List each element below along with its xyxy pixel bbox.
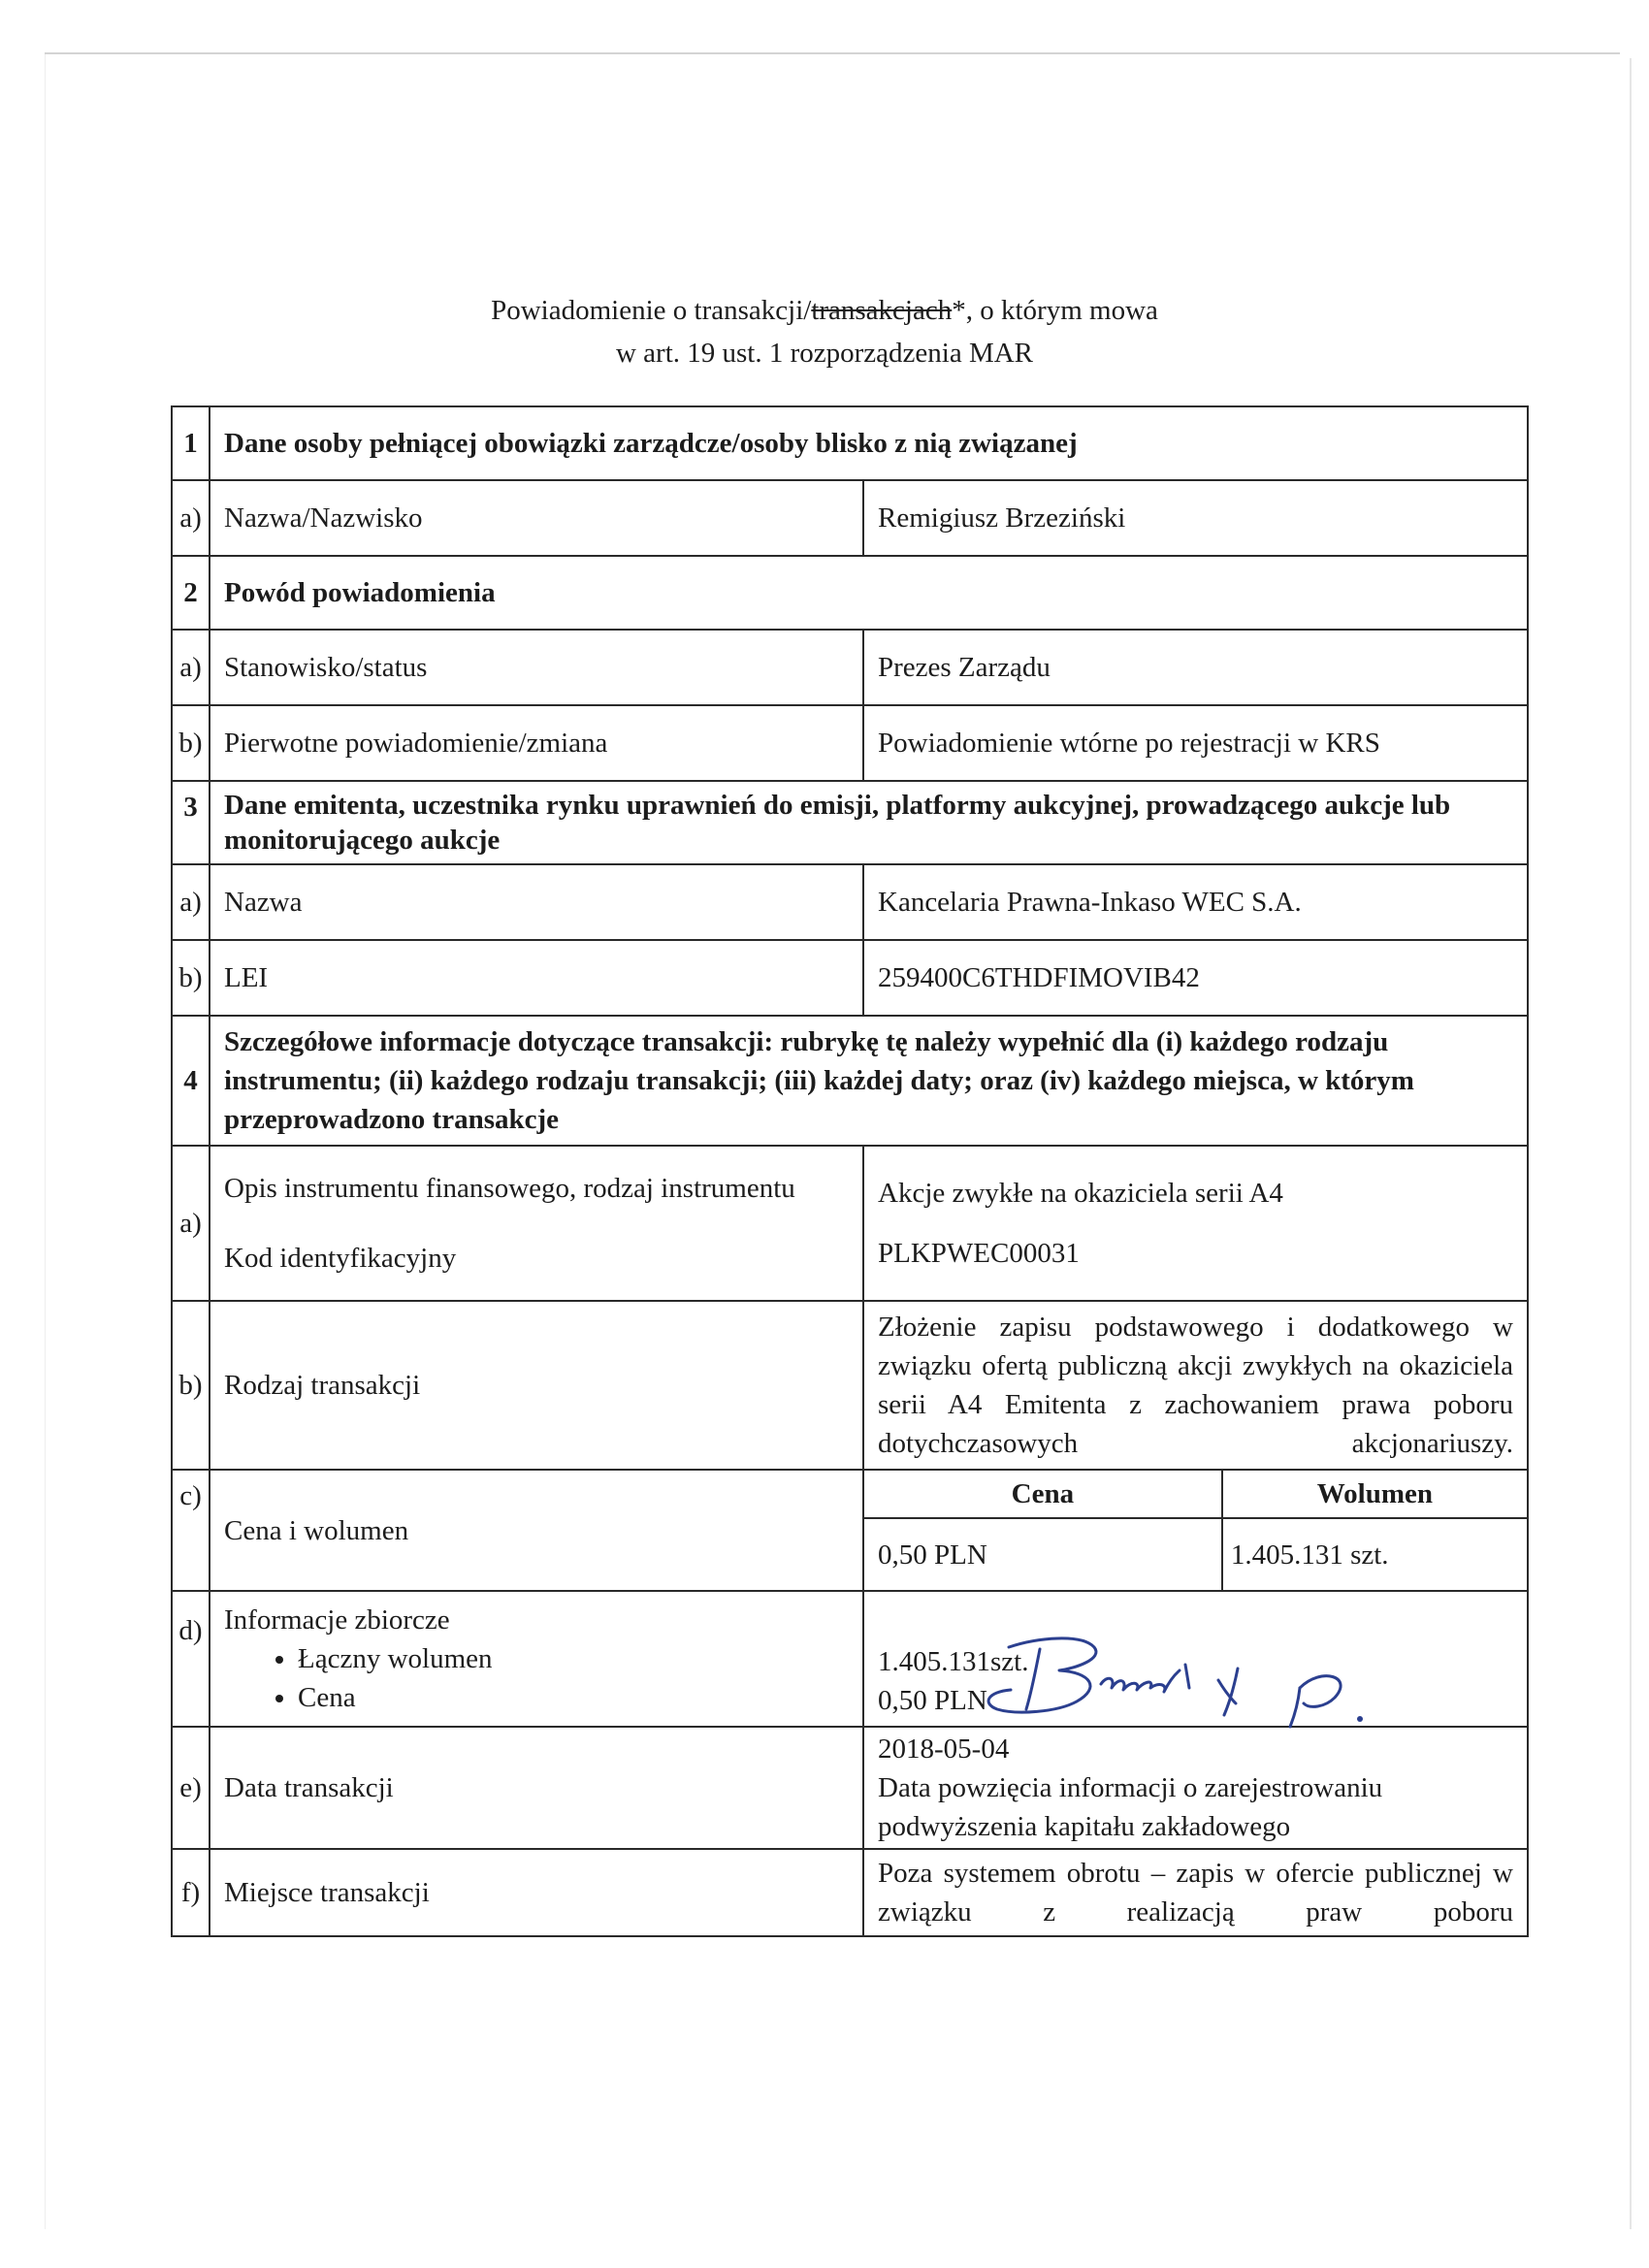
- code-value: PLKPWEC00031: [878, 1238, 1080, 1269]
- row-label: [210, 1146, 863, 1301]
- row-letter: b): [172, 940, 210, 1016]
- row-value: [863, 1146, 1528, 1301]
- row-value: 259400C6THDFIMOVIB42: [863, 940, 1528, 1016]
- price-header: Cena: [864, 1471, 1222, 1518]
- row-label: Miejsce transakcji: [210, 1849, 863, 1936]
- row-label: LEI: [210, 940, 863, 1016]
- section-2-header: [172, 556, 1528, 630]
- price-volume-row: [864, 1518, 1527, 1590]
- price-volume-cell: [863, 1470, 1528, 1591]
- section-4-header: [172, 1016, 1528, 1146]
- table-row: [172, 630, 1528, 705]
- table-row: [172, 1849, 1528, 1936]
- row-letter: b): [172, 705, 210, 781]
- section-number: 3: [172, 781, 210, 864]
- row-value: [863, 1727, 1528, 1849]
- row-value: Prezes Zarządu: [863, 630, 1528, 705]
- row-letter: d): [172, 1591, 210, 1727]
- section-heading: Dane emitenta, uczestnika rynku uprawnień do emisji, platformy aukcyjnej, prowadzącego aukcje lub monitorującego aukcje: [210, 781, 1528, 864]
- date-note: Data powzięcia informacji o zarejestrowaniu podwyższenia kapitału zakładowego: [878, 1772, 1383, 1842]
- struck-word: transakcjach: [811, 295, 953, 326]
- row-value: Poza systemem obrotu – zapis w ofercie publicznej w związku z realizacją praw poboru: [863, 1849, 1528, 1936]
- row-letter: a): [172, 630, 210, 705]
- handwritten-signature: [970, 1620, 1397, 1736]
- row-label: Stanowisko/status: [210, 630, 863, 705]
- volume-value: 1.405.131 szt.: [1230, 1539, 1389, 1571]
- transaction-date: 2018-05-04: [878, 1733, 1010, 1765]
- row-letter: b): [172, 1301, 210, 1470]
- row-label: Nazwa: [210, 864, 863, 940]
- bullet-item: • Łączny wolumen: [298, 1639, 849, 1678]
- row-label: Rodzaj transakcji: [210, 1301, 863, 1470]
- code-label: Kod identyfikacyjny: [224, 1243, 457, 1274]
- row-letter: f): [172, 1849, 210, 1936]
- instrument-value: Akcje zwykłe na okaziciela serii A4: [878, 1178, 1283, 1209]
- row-letter: a): [172, 1146, 210, 1301]
- row-value: Powiadomienie wtórne po rejestracji w KRS: [863, 705, 1528, 781]
- row-label: Cena i wolumen: [210, 1470, 863, 1591]
- table-row: [172, 1146, 1528, 1301]
- section-heading: Szczegółowe informacje dotyczące transakcji: rubrykę tę należy wypełnić dla (i) każdego rodzaju instrumentu; (ii) każdego rodzaju transakcji; (iii) każdej daty; oraz (iv) każdego miejsca, w którym przeprowadzono transakcje: [210, 1016, 1528, 1146]
- document-title: [0, 289, 1649, 374]
- row-label: [210, 1591, 863, 1727]
- volume-header: Wolumen: [1222, 1471, 1527, 1518]
- summary-bullets: [224, 1639, 849, 1717]
- title-line-2: w art. 19 ust. 1 rozporządzenia MAR: [615, 338, 1034, 369]
- row-value: Remigiusz Brzeziński: [863, 480, 1528, 556]
- price-volume-header: [864, 1471, 1527, 1518]
- scan-edge: [45, 54, 46, 2229]
- table-row: [172, 705, 1528, 781]
- row-letter: c): [172, 1470, 210, 1591]
- price-value: 0,50 PLN: [864, 1518, 1222, 1590]
- summary-price: 0,50 PLN: [878, 1685, 987, 1716]
- section-3-header: [172, 781, 1528, 864]
- row-letter: a): [172, 480, 210, 556]
- table-row: [172, 864, 1528, 940]
- section-heading: Powód powiadomienia: [210, 556, 1528, 630]
- section-1-header: [172, 406, 1528, 480]
- scan-edge: [45, 52, 1620, 54]
- bullet-item: • Cena: [298, 1678, 849, 1717]
- row-label: Nazwa/Nazwisko: [210, 480, 863, 556]
- row-value: Złożenie zapisu podstawowego i dodatkowego w związku ofertą publiczną akcji zwykłych na okaziciela serii A4 Emitenta z zachowaniem prawa poboru dotychczasowych akcjonariuszy.: [863, 1301, 1528, 1470]
- table-row: [172, 1470, 1528, 1591]
- row-letter: e): [172, 1727, 210, 1849]
- table-row: [172, 1727, 1528, 1849]
- price-volume-table: [864, 1471, 1527, 1590]
- table-row: [172, 940, 1528, 1016]
- scan-edge: [1630, 58, 1632, 2229]
- summary-label: Informacje zbiorcze: [224, 1604, 450, 1636]
- section-number: 1: [172, 406, 210, 480]
- table-row: [172, 480, 1528, 556]
- table-row: [172, 1301, 1528, 1470]
- section-number: 2: [172, 556, 210, 630]
- summary-volume: 1.405.131szt.: [878, 1646, 1029, 1677]
- row-value: Kancelaria Prawna-Inkaso WEC S.A.: [863, 864, 1528, 940]
- section-heading: Dane osoby pełniącej obowiązki zarządcze/osoby blisko z nią związanej: [210, 406, 1528, 480]
- row-letter: a): [172, 864, 210, 940]
- row-label: Pierwotne powiadomienie/zmiana: [210, 705, 863, 781]
- section-number: 4: [172, 1016, 210, 1146]
- instrument-label: Opis instrumentu finansowego, rodzaj instrumentu: [224, 1173, 795, 1204]
- title-line-1: Powiadomienie o transakcji/transakcjach*, o którym mowa: [491, 295, 1158, 326]
- row-label: Data transakcji: [210, 1727, 863, 1849]
